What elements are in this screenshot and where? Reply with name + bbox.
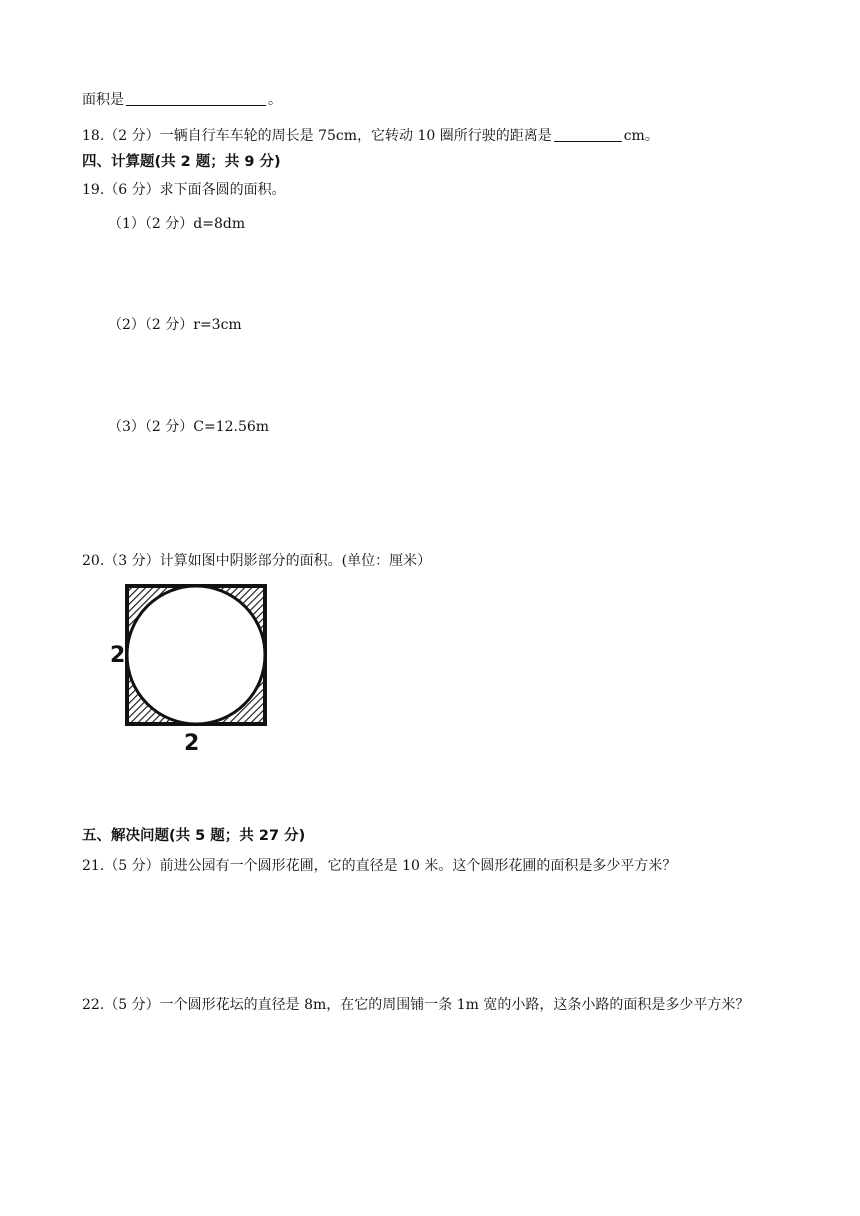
bottom-length-label: 2 [184, 731, 200, 756]
q17-end: 。 [268, 92, 282, 108]
question-17-tail [82, 90, 282, 110]
question-22: 22.（5 分）一个圆形花坛的直径是 8m，在它的周围铺一条 1m 宽的小路，这条小路的面积是多少平方米？ [82, 997, 750, 1013]
question-18 [82, 126, 659, 146]
shaded-square-circle-figure [98, 578, 280, 756]
inscribed-circle [127, 586, 265, 724]
answer-blank[interactable] [126, 90, 266, 106]
q18-unit: cm。 [623, 128, 659, 144]
side-length-label: 2 [110, 643, 126, 668]
q18-text: 18.（2 分）一辆自行车车轮的周长是 75cm，它转动 10 圈所行驶的距离是 [82, 128, 552, 144]
q17-text: 面积是 [82, 92, 124, 108]
question-19-part-2: （2）（2 分）r=3cm [108, 317, 242, 333]
section-4-heading: 四、计算题(共 2 题；共 9 分) [82, 154, 281, 170]
question-19: 19.（6 分）求下面各圆的面积。 [82, 182, 286, 198]
question-20: 20.（3 分）计算如图中阴影部分的面积。(单位：厘米） [82, 553, 432, 569]
answer-blank[interactable] [554, 126, 622, 142]
section-5-heading: 五、解决问题(共 5 题；共 27 分) [82, 828, 306, 844]
question-19-part-3: （3）（2 分）C=12.56m [108, 419, 270, 435]
question-21: 21.（5 分）前进公园有一个圆形花圃，它的直径是 10 米。这个圆形花圃的面积是多少平方米？ [82, 858, 677, 874]
question-19-part-1: （1）（2 分）d=8dm [108, 216, 246, 232]
